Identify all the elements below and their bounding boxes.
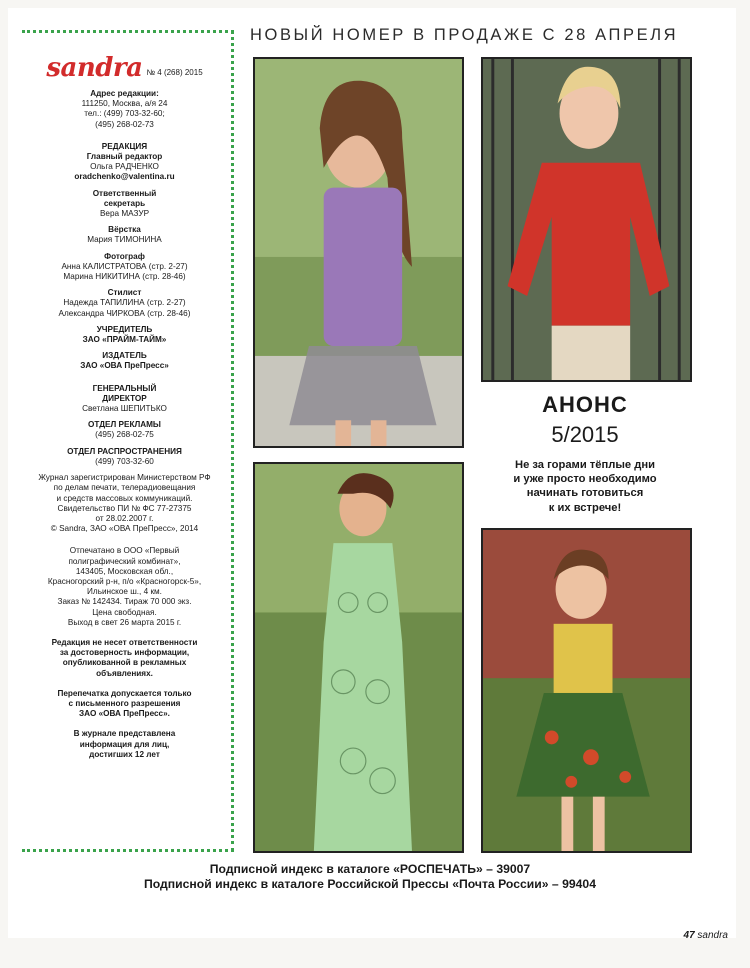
disclaimer-block: Редакция не несет ответственности за достоверность информации, опубликованной в рекламных объявлениях.	[51, 637, 198, 678]
announcement-block	[470, 392, 700, 515]
publisher-block: ИЗДАТЕЛЬ ЗАО «ОВА ПреПресс»	[80, 351, 169, 371]
editor-email: oradchenko@valentina.ru	[74, 172, 175, 182]
brand-row	[22, 55, 227, 81]
ads-block: ОТДЕЛ РЕКЛАМЫ (495) 268-02-75	[88, 420, 161, 440]
reprint-block: Перепечатка допускается только с письменного разрешения ЗАО «ОВА ПреПресс».	[57, 688, 192, 719]
photo-girl-floral-dress	[481, 528, 692, 853]
age-block: В журнале представлена информация для лиц, достигших 12 лет	[73, 729, 176, 759]
photo-lilac-crochet-top	[253, 57, 464, 448]
stylist-block: Стилист Надежда ТАПИЛИНА (стр. 2-27) Александра ЧИРКОВА (стр. 28-46)	[58, 288, 191, 318]
announcement-title: АНОНС	[542, 392, 628, 417]
director-block: ГЕНЕРАЛЬНЫЙ ДИРЕКТОР Светлана ШЕПИТЬКО	[82, 383, 167, 414]
photographer-block: Фотограф Анна КАЛИСТРАТОВА (стр. 2-27) Марина НИКИТИНА (стр. 28-46)	[61, 251, 188, 282]
registration-block: Журнал зарегистрирован Министерством РФ по делам печати, телерадиовещания и средств массовых коммуникаций. Свидетельство ПИ № ФС 77-27375 от 28.02.2007 г. © Sandra, ЗАО «ОВА ПреПресс», 2014	[38, 473, 211, 534]
page-number: 47	[683, 930, 695, 941]
folio-brand: sandra	[697, 930, 728, 941]
subscription-pochta: Подписной индекс в каталоге Российской Прессы «Почта России» – 99404	[144, 877, 596, 891]
secretary-block: Ответственный секретарь Вера МАЗУР	[92, 188, 157, 219]
brand-logo: sandra	[46, 53, 143, 83]
editorial-block: РЕДАКЦИЯ Главный редактор Ольга РАДЧЕНКО oradchenko@valentina.ru	[22, 142, 227, 183]
founder-block: УЧРЕДИТЕЛЬ ЗАО «ПРАЙМ-ТАЙМ»	[82, 324, 167, 345]
subscription-rospechat: Подписной индекс в каталоге «РОСПЕЧАТЬ» – 39007	[209, 862, 531, 876]
subscription-info	[110, 862, 630, 892]
page-folio	[684, 930, 728, 941]
distribution-block: ОТДЕЛ РАСПРОСТРАНЕНИЯ (499) 703-32-60	[67, 446, 182, 466]
imprint-column	[22, 30, 234, 852]
announcement-issue: 5/2015	[551, 422, 619, 447]
layout-block: Вёрстка Мария ТИМОНИНА	[87, 225, 162, 245]
printing-block: Отпечатано в ООО «Первый полиграфический комбинат», 143405, Московская обл., Красногорский р-н, п/о «Красногорск-5», Ильинское ш., 4 км. Заказ № 142434. Тираж 70 000 экз. Цена свободная. Выход в свет 26 марта 2015 г.	[47, 546, 202, 627]
photo-green-crochet-dress	[253, 462, 464, 853]
sale-date-banner: НОВЫЙ НОМЕР В ПРОДАЖЕ С 28 АПРЕЛЯ	[250, 26, 679, 44]
address-block: Адрес редакции: 111250, Москва, а/я 24 тел.: (499) 703-32-60; (495) 268-02-73	[81, 89, 168, 129]
issue-number: № 4 (268) 2015	[146, 67, 203, 77]
photo-red-crochet-sweater	[481, 57, 692, 382]
announcement-text: Не за горами тёплые дни и уже просто необходимо начинать готовиться к их встрече!	[513, 459, 657, 514]
